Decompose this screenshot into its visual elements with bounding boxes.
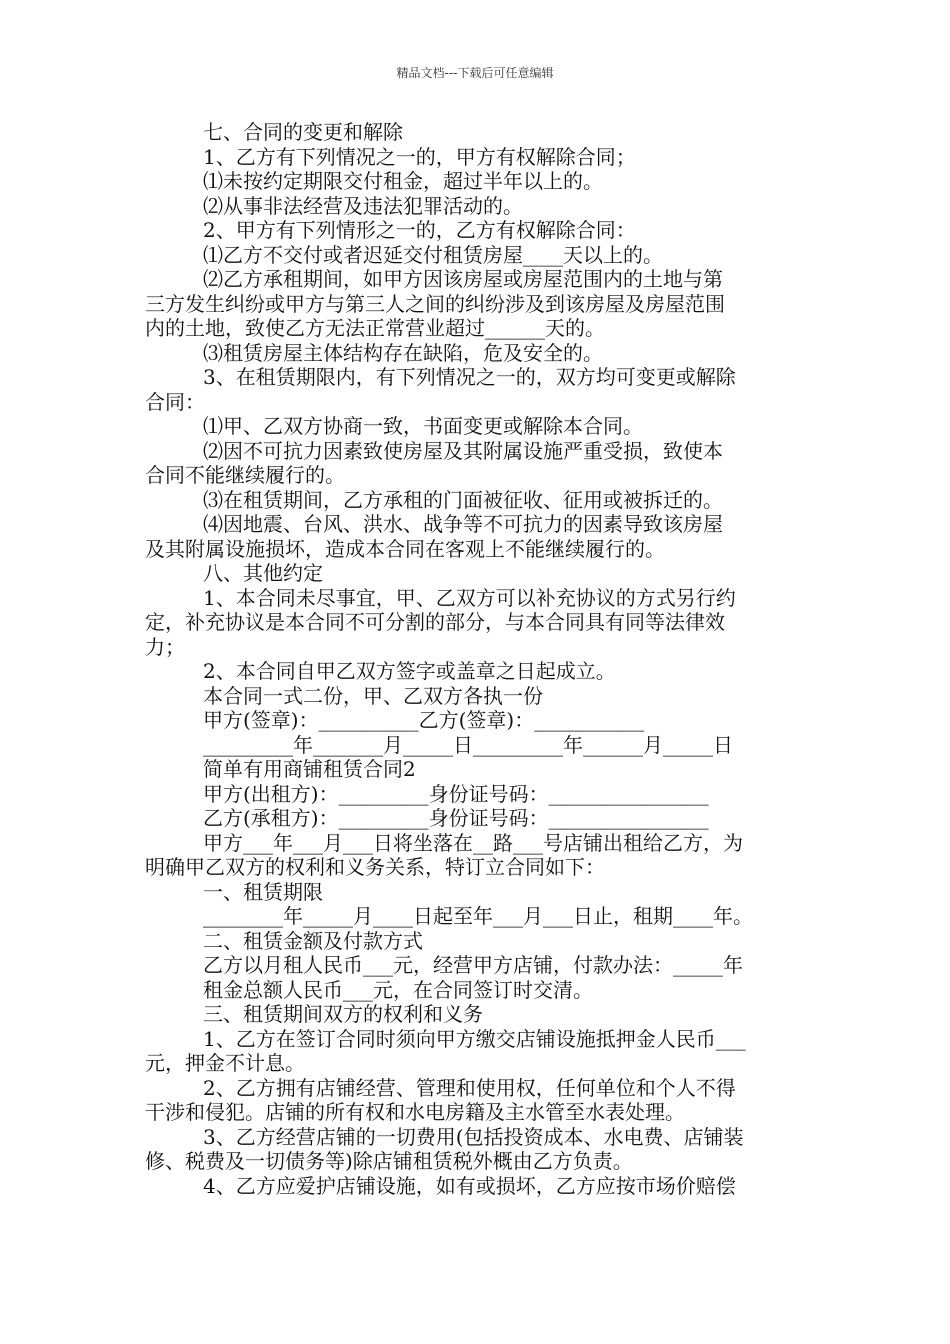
- text-line: 八、其他约定: [203, 561, 323, 585]
- text-line: 3、乙方经营店铺的一切费用(包括投资成本、水电费、店铺装: [203, 1124, 744, 1149]
- text-line: 干涉和侵犯。店铺的所有权和水电房籍及主水管至水表处理。: [145, 1100, 685, 1124]
- text-line: 七、合同的变更和解除: [203, 120, 403, 144]
- text-line: 1、本合同未尽事宜，甲、乙双方可以补充协议的方式另行约: [203, 585, 736, 610]
- text-line: ⑵乙方承租期间，如甲方因该房屋或房屋范围内的土地与第: [203, 267, 723, 291]
- text-line: 合同：: [145, 389, 205, 414]
- text-line: ⑶租赁房屋主体结构存在缺陷，危及安全的。: [203, 340, 603, 365]
- text-line: ________年_____月____日起至年___月___日止，租期____年。: [203, 904, 753, 928]
- text-line: 甲方(签章)：__________乙方(签章)：___________: [203, 708, 645, 732]
- text-line: 及其附属设施损坏，造成本合同在客观上不能继续履行的。: [145, 536, 665, 561]
- text-line: 租金总额人民币___元，在合同签订时交清。: [203, 977, 593, 1002]
- text-line: 明确甲乙双方的权利和义务关系，特订立合同如下：: [145, 855, 605, 879]
- text-line: ⑵因不可抗力因素致使房屋及其附属设施严重受损，致使本: [203, 438, 723, 463]
- document-body: [145, 120, 813, 1198]
- text-line: 元，押金不计息。: [145, 1051, 305, 1075]
- text-line: ⑴未按约定期限交付租金，超过半年以上的。: [203, 169, 603, 193]
- text-line: 3、在租赁期限内，有下列情况之一的，双方均可变更或解除: [203, 365, 736, 389]
- text-line: ⑴乙方不交付或者迟延交付租赁房屋____天以上的。: [203, 242, 663, 267]
- text-line: 本合同一式二份，甲、乙双方各执一份: [203, 683, 543, 708]
- text-line: 三方发生纠纷或甲方与第三人之间的纠纷涉及到该房屋及房屋范围: [145, 291, 725, 316]
- text-line: ⑵从事非法经营及违法犯罪活动的。: [203, 193, 523, 218]
- text-line: 2、本合同自甲乙双方签字或盖章之日起成立。: [203, 659, 616, 683]
- text-line: 4、乙方应爱护店铺设施，如有或损坏，乙方应按市场价赔偿: [203, 1173, 736, 1198]
- text-line: 1、乙方在签订合同时须向甲方缴交店铺设施抵押金人民币___: [203, 1026, 746, 1051]
- text-line: ⑶在租赁期间，乙方承租的门面被征收、征用或被拆迁的。: [203, 487, 723, 512]
- text-line: 乙方以月租人民币___元，经营甲方店铺，付款办法：_____年: [203, 953, 743, 977]
- text-line: ⑷因地震、台风、洪水、战争等不可抗力的因素导致该房屋: [203, 512, 723, 536]
- text-line: 甲方___年___月___日将坐落在__路___号店铺出租给乙方，为: [203, 830, 743, 855]
- text-line: 力；: [145, 634, 185, 659]
- page-header: 精品文档---下载后可任意编辑: [396, 66, 554, 80]
- text-line: 一、租赁期限: [203, 879, 323, 904]
- text-line: 简单有用商铺租赁合同2: [203, 757, 416, 781]
- text-line: 甲方(出租方)：_________身份证号码：________________: [203, 781, 709, 806]
- text-line: 2、甲方有下列情形之一的，乙方有权解除合同：: [203, 218, 636, 242]
- text-line: 二、租赁金额及付款方式: [203, 928, 423, 953]
- text-line: _________年_______月_____日_________年______月_____日: [203, 732, 733, 757]
- text-line: 修、税费及一切债务等)除店铺租赁税外概由乙方负责。: [145, 1149, 633, 1173]
- text-line: 乙方(承租方)：_________身份证号码：________________: [203, 806, 709, 830]
- text-line: 合同不能继续履行的。: [145, 463, 345, 487]
- text-line: ⑴甲、乙双方协商一致，书面变更或解除本合同。: [203, 414, 643, 438]
- text-line: 定，补充协议是本合同不可分割的部分，与本合同具有同等法律效: [145, 610, 725, 634]
- text-line: 2、乙方拥有店铺经营、管理和使用权，任何单位和个人不得: [203, 1075, 736, 1100]
- text-line: 内的土地，致使乙方无法正常营业超过______天的。: [145, 316, 605, 340]
- text-line: 三、租赁期间双方的权利和义务: [203, 1002, 483, 1026]
- text-line: 1、乙方有下列情况之一的，甲方有权解除合同；: [203, 144, 636, 169]
